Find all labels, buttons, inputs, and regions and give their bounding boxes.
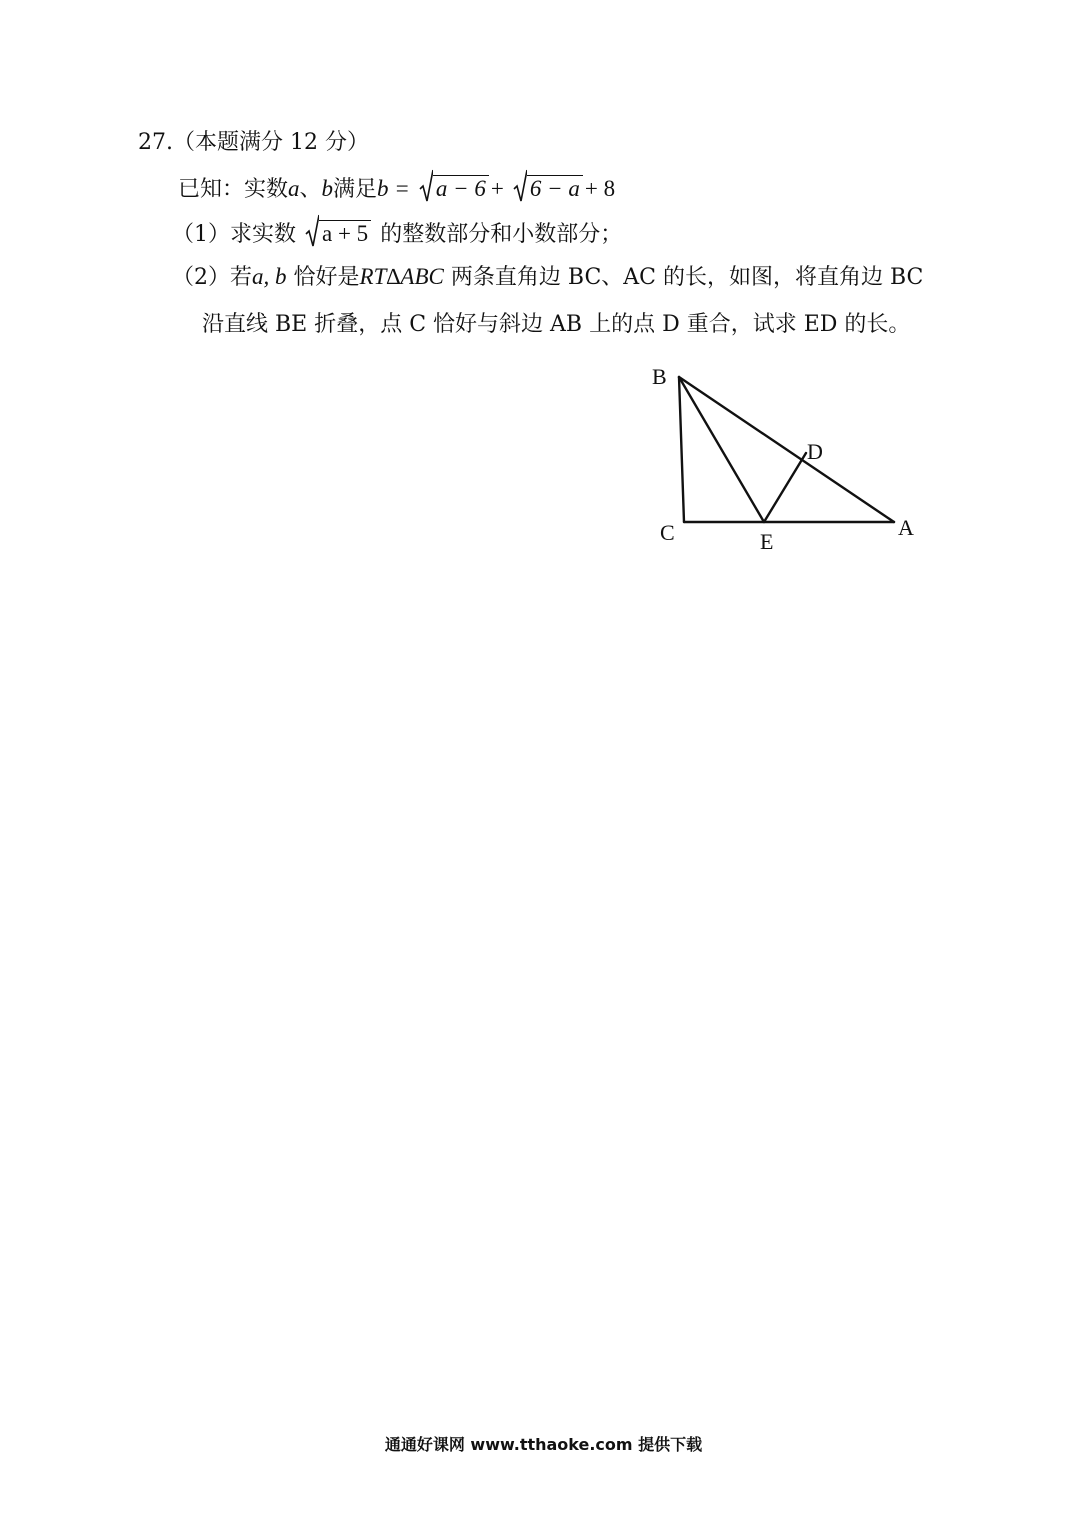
var-b: b	[321, 176, 334, 201]
label-b: B	[652, 364, 667, 389]
plus-2: + 8	[584, 176, 616, 201]
part2-suffix: 两条直角边 BC、AC 的长，如图，将直角边 BC	[450, 265, 924, 290]
label-c: C	[660, 520, 675, 545]
sqrt-symbol-icon	[305, 214, 319, 248]
sqrt-symbol-icon	[513, 169, 527, 203]
part-2	[172, 262, 923, 293]
radicand-2: 6 − a	[527, 175, 583, 202]
part2-prefix: （2）若	[172, 265, 252, 290]
segment-ed	[764, 453, 806, 522]
part-1	[172, 220, 622, 250]
radicand-1: a − 6	[433, 175, 489, 202]
part-2-continued	[202, 310, 910, 340]
label-a: A	[898, 515, 914, 540]
label-e: E	[760, 529, 774, 554]
part1-suffix: 的整数部分和小数部分；	[380, 222, 623, 247]
equation-lhs: b =	[377, 176, 410, 201]
given-mid: 满足	[333, 177, 378, 202]
radical-3	[305, 220, 371, 250]
part2-mid: 恰好是	[293, 265, 360, 290]
triangle-figure	[640, 355, 940, 565]
label-d: D	[807, 439, 823, 464]
given-prefix: 已知：实数	[178, 177, 289, 202]
radical-2	[513, 175, 583, 205]
problem-header	[138, 128, 369, 158]
problem-number: 27.	[138, 130, 173, 155]
part2-line2: 沿直线 BE 折叠，点 C 恰好与斜边 AB 上的点 D 重合，试求 ED 的长。	[202, 312, 911, 337]
var-a: a	[288, 176, 300, 201]
part2-vars: a, b	[252, 264, 287, 289]
part1-prefix: （1）求实数	[172, 222, 296, 247]
score-note: （本题满分 12 分）	[173, 130, 369, 155]
plus-1: +	[490, 176, 504, 201]
triangle-name: RT∆ABC	[359, 264, 444, 289]
sqrt-symbol-icon	[419, 169, 433, 203]
footer: 通通好课网 www.tthaoke.com 提供下载	[384, 1435, 703, 1454]
given-condition	[178, 174, 615, 205]
hypotenuse-ab	[679, 377, 894, 522]
sep-mark: 、	[299, 177, 322, 202]
side-bc	[679, 377, 684, 522]
fold-line-be	[679, 377, 764, 522]
radical-1	[419, 175, 489, 205]
radicand-3: a + 5	[319, 220, 371, 247]
